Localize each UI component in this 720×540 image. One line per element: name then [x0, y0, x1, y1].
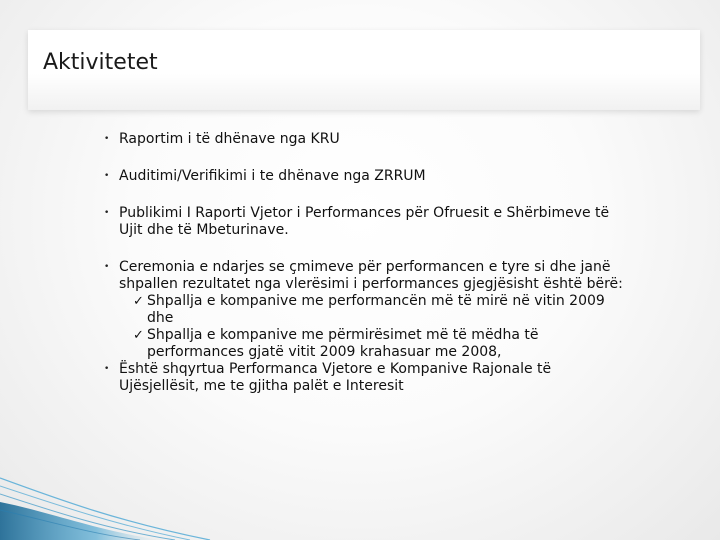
bullet-dot-icon: • [104, 171, 110, 181]
slide-title: Aktivitetet [43, 50, 158, 75]
sub-bullet-text-line: Shpallja e kompanive me përmirësimet më të mëdha të [147, 327, 539, 343]
corner-wave-decoration [0, 430, 300, 540]
bullet-text: Auditimi/Verifikimi i te dhënave nga ZRRUM [119, 168, 426, 184]
wave-fill [0, 502, 160, 540]
sub-bullet-item [104, 327, 694, 361]
checkmark-icon: ✓ [133, 294, 144, 309]
bullet-text-line: Ceremonia e ndarjes se çmimeve për performancen e tyre si dhe janë [119, 259, 611, 275]
bullet-dot-icon: • [104, 208, 110, 218]
bullet-item [104, 361, 694, 395]
bullet-text: Raportim i të dhënave nga KRU [119, 131, 340, 147]
bullet-dot-icon: • [104, 262, 110, 272]
sub-bullet-text-line: dhe [147, 310, 174, 326]
bullet-text-line: Është shqyrtua Performanca Vjetore e Kompanive Rajonale të [119, 361, 552, 377]
bullet-text-line: shpallen rezultatet nga vlerësimi i performances gjegjësisht është bërë: [119, 276, 623, 292]
sub-bullet-text-line: Shpallja e kompanive me performancën më të mirë në vitin 2009 [147, 293, 605, 309]
sub-bullet-text-line: performances gjatë vitit 2009 krahasuar me 2008, [147, 344, 502, 360]
bullet-dot-icon: • [104, 364, 110, 374]
bullet-text-line: Ujit dhe të Mbeturinave. [119, 222, 289, 238]
bullet-item [104, 168, 694, 185]
bullet-item [104, 131, 694, 148]
sub-bullet-item [104, 293, 694, 327]
checkmark-icon: ✓ [133, 328, 144, 343]
bullet-item [104, 259, 694, 293]
bullet-text-line: Ujësjellësit, me te gjitha palët e Interesit [119, 378, 404, 394]
bullet-item [104, 205, 694, 239]
bullet-dot-icon: • [104, 134, 110, 144]
bullet-text-line: Publikimi I Raporti Vjetor i Performances për Ofruesit e Shërbimeve të [119, 205, 610, 221]
content-area [104, 131, 694, 395]
